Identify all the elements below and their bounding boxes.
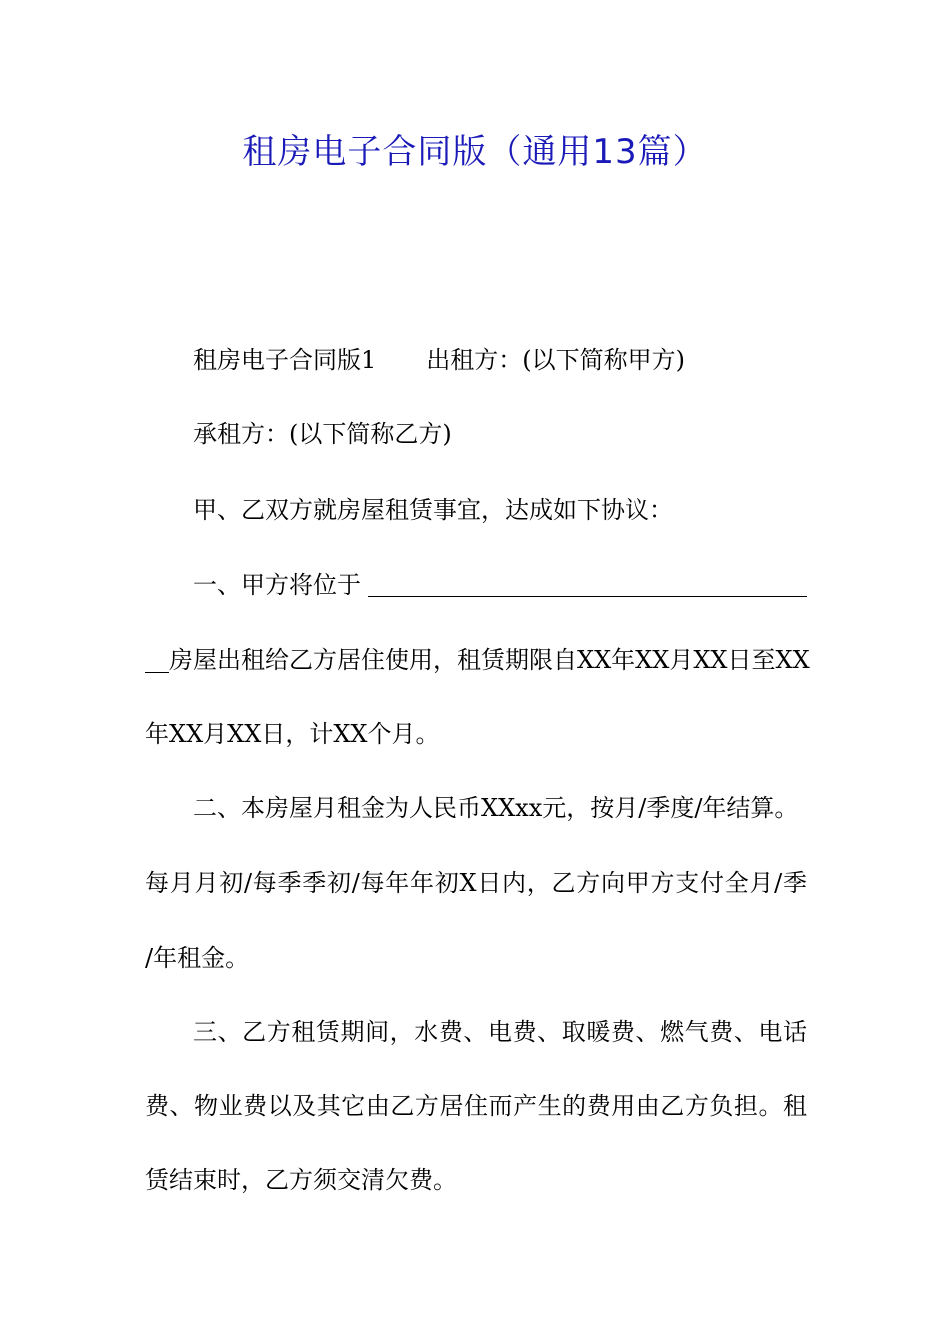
clause-2-line-1: 二、本房屋月租金为人民币XXxx元，按月/季度/年结算。 — [193, 794, 799, 822]
heading-line — [193, 340, 807, 380]
clause-3-line-1: 三、乙方租赁期间，水费、电费、取暖费、燃气费、电话 — [193, 1018, 807, 1046]
document-title: 租房电子合同版（通用13篇） — [242, 132, 708, 172]
clause-1-line-2: 房屋出租给乙方居住使用，租赁期限自XX年XX月XX日至XX — [169, 646, 810, 674]
clause-3-line-3: 赁结束时，乙方须交清欠费。 — [145, 1166, 457, 1194]
address-blank-line — [368, 596, 807, 597]
lessee-label: 承租方：(以下简称乙方) — [193, 420, 452, 448]
contract-number-label: 租房电子合同版1 — [193, 346, 377, 374]
clause-2-line-3: /年租金。 — [145, 944, 250, 972]
clause-3-line-2: 费、物业费以及其它由乙方居住而产生的费用由乙方负担。租 — [145, 1092, 807, 1120]
clause-2-line-2: 每月月初/每季季初/每年年初X日内，乙方向甲方支付全月/季 — [145, 869, 807, 897]
clause-1-line-1: 一、甲方将位于 — [193, 571, 361, 599]
preamble-paragraph: 甲、乙双方就房屋租赁事宜，达成如下协议： — [193, 496, 673, 524]
clause-1-line-3: 年XX月XX日，计XX个月。 — [145, 720, 440, 748]
address-blank-line-continued — [145, 672, 169, 673]
lessor-label: 出租方：(以下简称甲方) — [426, 346, 686, 374]
